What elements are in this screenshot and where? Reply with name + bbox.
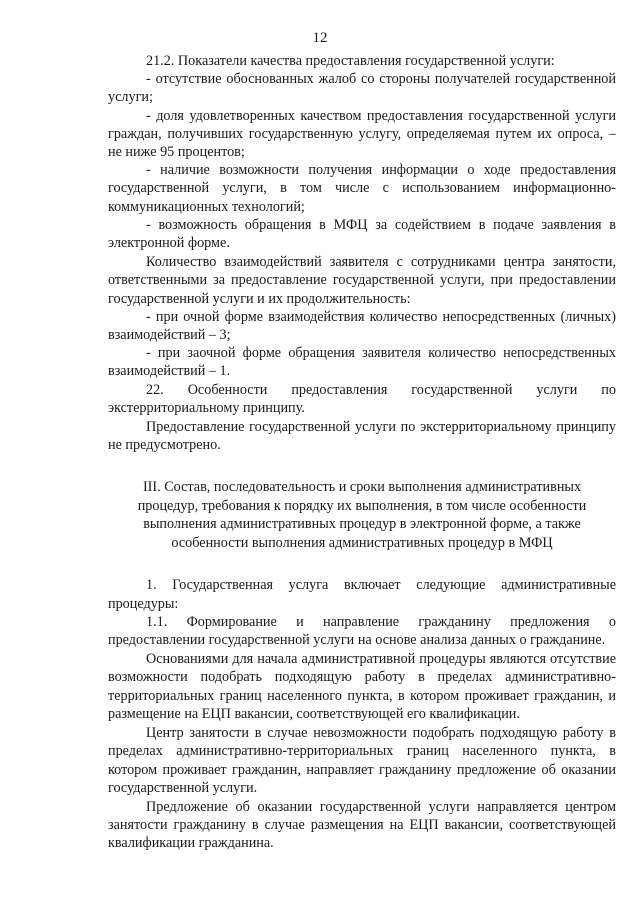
paragraph-extraterritorial-heading: 22. Особенности предоставления государственной услуги по экстерриториальному принципу. [108,381,616,416]
section-heading-line: особенности выполнения административных процедур в МФЦ [171,534,553,551]
document-body [108,52,616,853]
section-heading-line: III. Состав, последовательность и сроки выполнения административных [142,479,582,496]
paragraph-procedures-list: 1. Государственная услуга включает следующие административные процедуры: [108,577,616,612]
paragraph-progress-info: - наличие возможности получения информации о ходе предоставления государственной услуги, в том числе с использованием информационно-коммуникационных технологий; [108,162,616,215]
paragraph-grounds: Основаниями для начала административной процедуры являются отсутствие возможности подобрать подходящую работу в пределах административно-территориальных границ населенного пункта, в котором проживает гражданин, и размещение на ЕЦП вакансии, соответствующей его квалификации. [108,651,616,722]
paragraph-remote-interactions: - при заочной форме обращения заявителя количество непосредственных взаимодействий – 1. [108,345,616,380]
paragraph-employment-center: Центр занятости в случае невозможности подобрать подходящую работу в пределах административно-территориальных границ населенного пункта, в котором проживает гражданин, направляет гражданину предложение об оказании государственной услуги. [108,725,616,796]
section-heading [108,478,616,552]
paragraph-offer: Предложение об оказании государственной услуги направляется центром занятости гражданину в случае размещения на ЕЦП вакансии, соответствующей квалификации гражданина. [108,798,616,852]
paragraph-procedure-1-1: 1.1. Формирование и направление гражданину предложения о предоставлении государственной услуги на основе анализа данных о гражданине. [108,613,616,649]
paragraph-satisfaction-share: - доля удовлетворенных качеством предоставления государственной услуги граждан, получивших государственную услугу, определяемая путем их опроса, – не ниже 95 процентов; [108,107,616,161]
section-heading-line: выполнения административных процедур в электронной форме, а также [143,516,581,533]
paragraph-interactions-count: Количество взаимодействий заявителя с сотрудниками центра занятости, ответственными за предоставление государственной услуги, при предоставлении государственной услуги и их продолжительность: [108,254,616,307]
page-number: 12 [312,30,328,46]
section-heading-line: процедур, требования к порядку их выполнения, в том числе особенности [137,497,587,514]
paragraph-no-complaints: - отсутствие обоснованных жалоб со стороны получателей государственной услуги; [108,71,616,106]
paragraph-extraterritorial-not-provided: Предоставление государственной услуги по экстерриториальному принципу не предусмотрено. [108,419,616,454]
paragraph-quality-indicators: 21.2. Показатели качества предоставления государственной услуги: [146,53,555,69]
paragraph-mfc-access: - возможность обращения в МФЦ за содействием в подаче заявления в электронной форме. [108,216,616,252]
paragraph-in-person-interactions: - при очной форме взаимодействия количество непосредственных (личных) взаимодействий – 3; [108,308,616,344]
